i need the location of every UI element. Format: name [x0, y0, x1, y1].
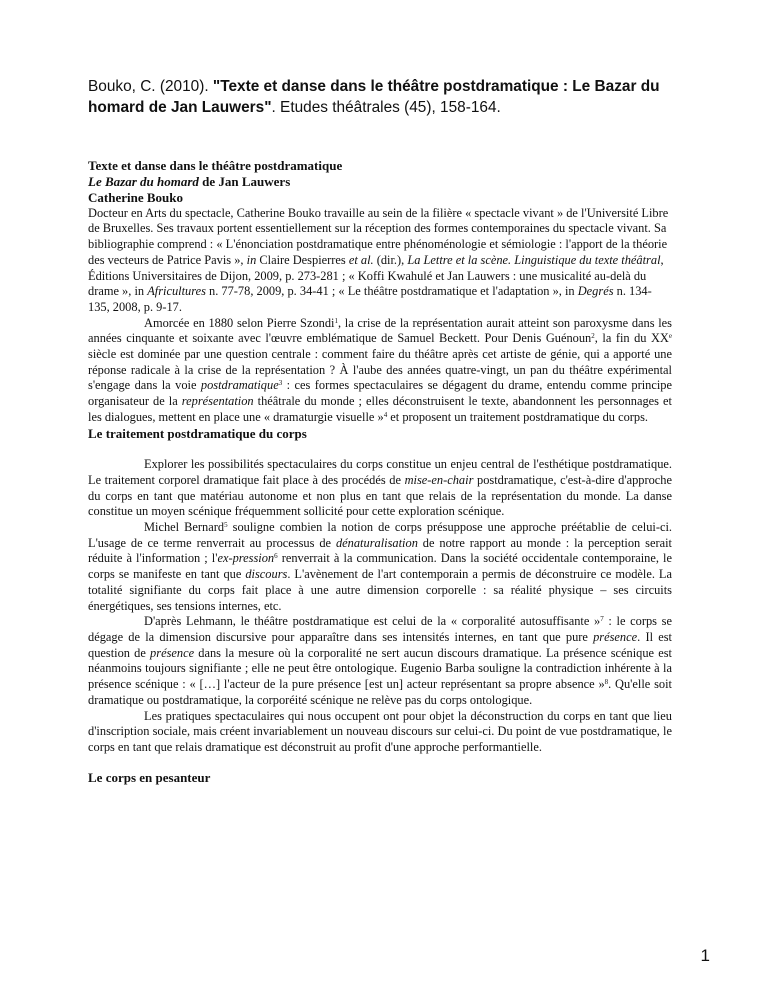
section-heading: Le corps en pesanteur [88, 769, 211, 785]
footnote-ref[interactable]: 4 [383, 410, 388, 419]
paragraph-text: théâtrale du monde ; elles déconstruisent le texte, abandonnent les personnages et les dialogues, mettent en place une « dramaturgie visuelle » [88, 394, 672, 424]
footnote-ref[interactable]: 5 [224, 521, 228, 530]
bio-text: n. 77-78, 2009, p. 34-41 ; « Le théâtre postdramatique et l'adaptation », in [205, 284, 578, 299]
intro-paragraph [88, 316, 672, 426]
bio-text: , Éditions Universitaires de Dijon, 2009, p. 273-281 ; « Koffi Kwahulé et Jan Lauwers : une musicalité au-delà du drame », in [88, 252, 664, 299]
page-number: 1 [700, 946, 710, 965]
paragraph-text-italic: représentation [181, 394, 254, 409]
bio-text: Docteur en Arts du spectacle, Catherine Bouko travaille au sein de la filière « spectacle vivant » de l'Université Libre de Bruxelles. Ses travaux portent essentiellement sur la réception des formes contemporaines du spectacle vivant. Sa bibliographie comprend : « L'énonciation postdramatique entre phénoménologie et sémiologie : l'apport de la théorie des vecteurs de Patrice Pavis », [88, 205, 669, 267]
article-author: Catherine Bouko [88, 190, 183, 205]
paragraph-text: : ces formes spectaculaires se dégagent du drame, entendu comme principe organisateur de la [88, 378, 672, 409]
paragraph-text: , la fin du XX [594, 331, 669, 346]
bio-text: (dir.), [373, 252, 408, 267]
author-bio [88, 206, 672, 316]
bio-text: Claire Despierres [256, 252, 349, 267]
paragraph-text: : le corps se dégage de la dimension discursive pour apparaître dans ses intensités internes, en tant que pure [88, 614, 672, 644]
play-title: Le Bazar du homard [88, 174, 199, 189]
bio-text: Africultures [147, 284, 206, 299]
footnote-ref[interactable]: 8 [604, 678, 609, 687]
paragraph-text: Explorer les possibilités spectaculaires du corps constitue un enjeu central de l'esthétique postdramatique. Le traitement corporel dramatique fait place à des procédés de [88, 457, 672, 487]
bio-text: et al. [348, 252, 374, 267]
paragraph-text-italic: ex-pression [217, 551, 275, 566]
footnote-ref[interactable]: 6 [274, 552, 278, 561]
bio-text: in [246, 252, 257, 267]
paragraph-text: souligne combien la notion de corps présuppose une approche préétablie de celui-ci. L'usage de ce terme renverrait au processus de [88, 520, 672, 550]
paragraph-text-italic: dénaturalisation [335, 535, 418, 550]
paragraph-text: . Il est question de [88, 629, 672, 660]
article-title-line-1: Texte et danse dans le théâtre postdramatique [88, 158, 343, 173]
paragraph-text-italic: mise-en-chair [404, 472, 474, 487]
paragraph-text-italic: postdramatique [200, 378, 279, 393]
footnote-ref[interactable]: 7 [600, 615, 604, 624]
body-paragraph [88, 457, 672, 520]
paragraph-text: de notre rapport au monde : la perception serait réduite à l'information ; l' [88, 535, 672, 566]
paragraph-text-italic: présence [593, 629, 638, 644]
citation-source: . Etudes théâtrales (45), 158-164. [271, 99, 501, 116]
footnote-ref[interactable]: 1 [334, 316, 338, 325]
section-heading: Le traitement postdramatique du corps [88, 425, 307, 441]
paragraph-text: dans la mesure où la corporalité ne sert aucun discours dramatique. La présence scénique est néanmoins toujours signifiante ; elle ne peut être ontologique. Eugenio Barba souligne la contradiction inhérente à la présence scénique : « […] l'acteur de la pure présence [est un] acteur représentant sa propre absence » [88, 645, 672, 692]
bio-text: n. 134-135, 2008, p. 9-17. [88, 284, 652, 314]
footnote-ref[interactable]: 3 [278, 379, 283, 388]
paragraph-text: siècle est dominée par une question centrale : comment faire du théâtre après cet artiste de génie, qui a apporté une réponse radicale à la crise de la représentation ? À l'aube des années quatre-vingt, un pan du théâtre expérimental s'engage dans la voie [88, 347, 672, 393]
body-paragraph: Les pratiques spectaculaires qui nous occupent ont pour objet la déconstruction du corps en tant que lieu d'inscription sociale, mais créent invariablement un nouveau discours sur celui-ci. Du point de vue postdramatique, le corps en tant que relais dramatique est déconstruit au profit d'une approche performantielle. [88, 708, 672, 754]
bio-text: La Lettre et la scène. Linguistique du texte théâtral [407, 252, 661, 267]
paragraph-text: Amorcée en 1880 selon Pierre Szondi [144, 315, 335, 330]
superscript-e: e [668, 332, 672, 341]
paragraph-text: renverrait à la communication. Dans la société occidentale contemporaine, le corps se manifeste en tant que [88, 551, 672, 582]
document-body [88, 158, 672, 785]
paragraph-text: postdramatique, c'est-à-dire d'approche du corps en tant que matériau autonome et non plus en tant que relais de la représentation du monde. La danse constitue un moyen scénique fréquemment sollicité pour cette exploration scénique. [88, 472, 672, 519]
article-title [88, 158, 672, 190]
body-paragraph [88, 614, 672, 708]
paragraph-text: Michel Bernard [144, 520, 225, 535]
citation [88, 76, 688, 118]
paragraph-text: , la crise de la représentation aurait atteint son paroxysme dans les années cinquante et soixante avec l'œuvre emblématique de Samuel Beckett. Pour Denis Guénoun [88, 315, 672, 346]
paragraph-text: D'après Lehmann, le théâtre postdramatique est celui de la « corporalité autosuffisante » [144, 614, 601, 629]
bio-text: Degrés [577, 284, 614, 299]
citation-authors: Bouko, C. (2010). [88, 78, 213, 95]
paragraph-text-italic: présence [150, 645, 195, 660]
body-paragraph [88, 520, 672, 614]
citation-title: "Texte et danse dans le théâtre postdramatique : Le Bazar du homard de Jan Lauwers" [88, 78, 660, 116]
paragraph-text: et proposent un traitement postdramatique du corps. [387, 409, 649, 424]
paragraph-text: . Qu'elle soit dramatique ou postdramatique, la corporéité scénique ne relève pas du corps ontologique. [88, 677, 672, 707]
footnote-ref[interactable]: 2 [591, 332, 595, 341]
paragraph-text: . L'avènement de l'art contemporain a permis de déconstruire ce modèle. La totalité signifiante du corps fait place à une autre dimension corporelle : sa réalité physique – ses circuits énergétiques, ses tensions internes, etc. [88, 567, 672, 613]
article-title-line-2-rest: de Jan Lauwers [198, 174, 291, 189]
paragraph-text-italic: discours [245, 567, 288, 582]
article-title-line-2 [88, 174, 672, 190]
